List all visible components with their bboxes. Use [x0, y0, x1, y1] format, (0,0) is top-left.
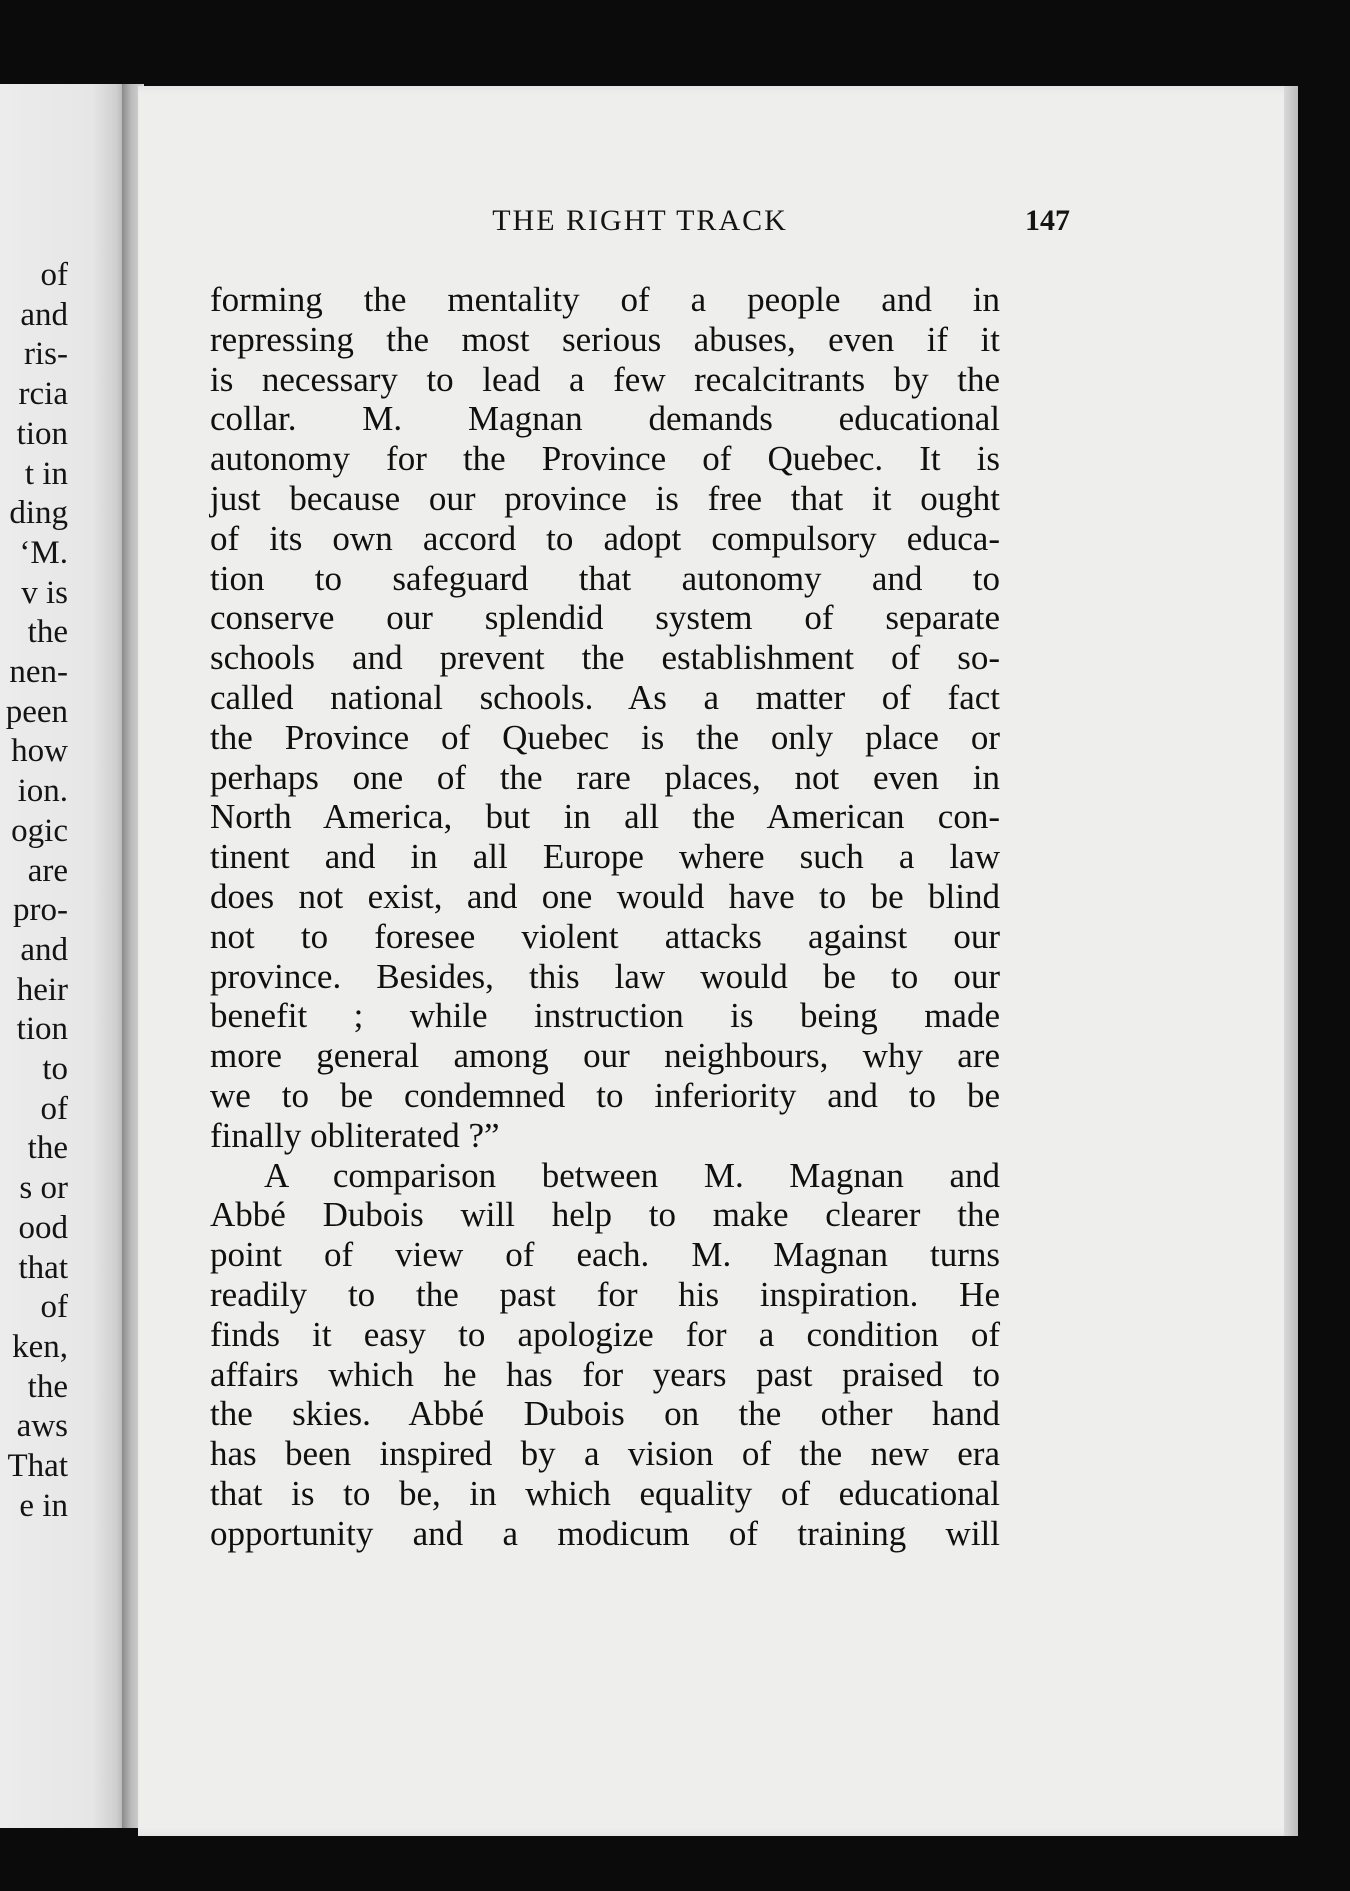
facing-page-line: tion	[16, 415, 68, 452]
facing-page-line: ris-	[24, 336, 68, 373]
facing-page-line: to	[42, 1051, 68, 1088]
facing-page-line: aws	[16, 1408, 68, 1445]
text-line: affairs which he has for years past praised to	[210, 1354, 1000, 1394]
facing-page-line: v is	[21, 574, 68, 611]
text-line: tion to safeguard that autonomy and to	[210, 558, 1000, 598]
facing-page-line: and	[20, 296, 68, 333]
facing-page-line: the	[27, 614, 68, 651]
facing-page-text	[0, 256, 68, 1527]
text-line: more general among our neighbours, why are	[210, 1036, 1000, 1076]
facing-page-line: ood	[18, 1209, 68, 1246]
book-page	[138, 86, 1298, 1836]
text-line: point of view of each. M. Magnan turns	[210, 1235, 1000, 1275]
text-line: just because our province is free that it ought	[210, 478, 1000, 518]
facing-page-line: ken,	[12, 1328, 68, 1365]
facing-page-line: the	[27, 1368, 68, 1405]
text-line: conserve our splendid system of separate	[210, 598, 1000, 638]
text-line: forming the mentality of a people and in	[210, 280, 1000, 319]
facing-page-line: of	[40, 1090, 68, 1127]
text-line: that is to be, in which equality of educational	[210, 1473, 1000, 1513]
facing-page-line: ogic	[11, 812, 68, 849]
paragraph-end-line: finally obliterated ?”	[210, 1115, 500, 1155]
facing-page-line: how	[11, 733, 68, 770]
facing-page-line: and	[20, 931, 68, 968]
text-line: North America, but in all the American con-	[210, 797, 1000, 837]
text-line: readily to the past for his inspiration. He	[210, 1274, 1000, 1314]
text-line: of its own accord to adopt compulsory educa-	[210, 518, 1000, 558]
facing-page-line: heir	[16, 971, 68, 1008]
facing-page-line: of	[40, 257, 68, 293]
running-title: THE RIGHT TRACK	[492, 204, 788, 237]
text-line: the Province of Quebec is the only place or	[210, 717, 1000, 757]
text-line: repressing the most serious abuses, even if it	[210, 319, 1000, 359]
paragraph-start-line: A comparison between M. Magnan and	[264, 1155, 1000, 1195]
facing-page-line: the	[27, 1130, 68, 1167]
text-line: Abbé Dubois will help to make clearer the	[210, 1195, 1000, 1235]
text-line: perhaps one of the rare places, not even in	[210, 757, 1000, 797]
text-line: finds it easy to apologize for a condition of	[210, 1314, 1000, 1354]
facing-page-line: t in	[24, 455, 68, 492]
facing-page-line: s or	[19, 1170, 68, 1207]
facing-page-line: ding	[9, 495, 68, 532]
page-number: 147	[1025, 204, 1070, 237]
text-line: schools and prevent the establishment of so-	[210, 638, 1000, 678]
facing-page-line: rcia	[18, 376, 68, 413]
facing-page-left	[0, 84, 132, 1828]
facing-page-line: are	[27, 852, 68, 889]
running-head	[210, 204, 1070, 244]
facing-page-line: nen-	[9, 654, 68, 691]
facing-page-line: tion	[16, 1011, 68, 1048]
facing-page-line: that	[18, 1249, 68, 1286]
text-line: we to be condemned to inferiority and to be	[210, 1075, 1000, 1115]
facing-page-line: pro-	[13, 892, 68, 929]
text-line: province. Besides, this law would be to our	[210, 956, 1000, 996]
text-line: does not exist, and one would have to be blind	[210, 876, 1000, 916]
text-line: not to foresee violent attacks against our	[210, 916, 1000, 956]
facing-page-line: e in	[19, 1487, 68, 1524]
text-line: the skies. Abbé Dubois on the other hand	[210, 1394, 1000, 1434]
text-line: tinent and in all Europe where such a law	[210, 837, 1000, 877]
text-line: autonomy for the Province of Quebec. It is	[210, 439, 1000, 479]
facing-page-line: That	[7, 1448, 68, 1485]
page-edge	[1284, 86, 1298, 1836]
text-line: has been inspired by a vision of the new era	[210, 1434, 1000, 1474]
text-line: called national schools. As a matter of fact	[210, 677, 1000, 717]
text-line: opportunity and a modicum of training will	[210, 1513, 1000, 1553]
facing-page-line: ion.	[17, 773, 68, 810]
facing-page-line: ‘M.	[19, 534, 68, 571]
body-text	[210, 280, 1000, 1554]
text-line: collar. M. Magnan demands educational	[210, 399, 1000, 439]
facing-page-line: peen	[5, 693, 68, 730]
facing-page-line: of	[40, 1289, 68, 1326]
text-line: benefit ; while instruction is being made	[210, 996, 1000, 1036]
text-line: is necessary to lead a few recalcitrants by the	[210, 359, 1000, 399]
